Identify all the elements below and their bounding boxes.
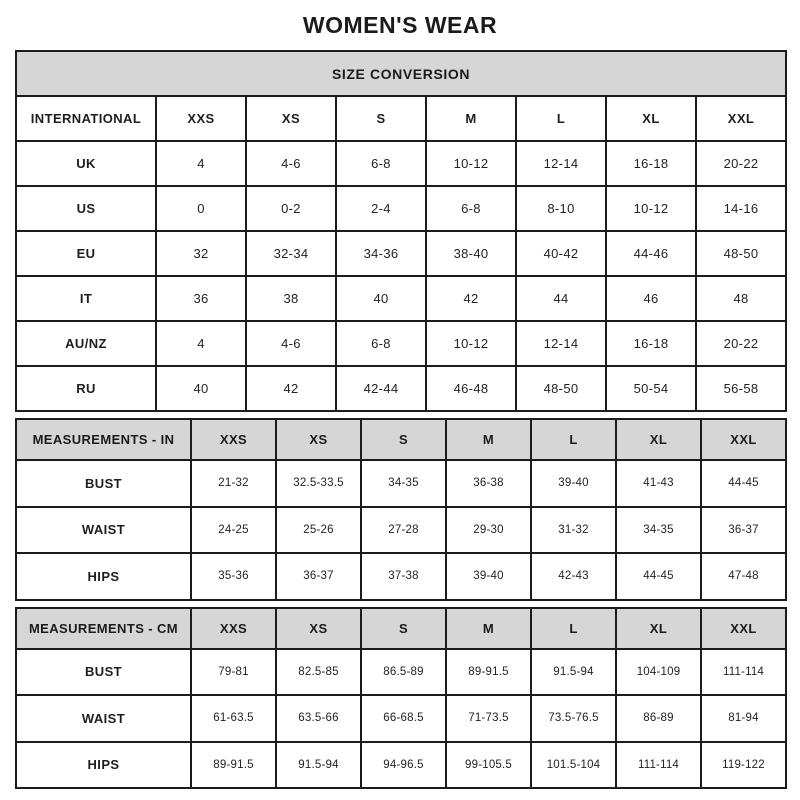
table-cell: 86-89 bbox=[616, 695, 701, 742]
col-header-xl: XL bbox=[606, 96, 696, 141]
table-cell: 48 bbox=[696, 276, 786, 321]
table-cell: 73.5-76.5 bbox=[531, 695, 616, 742]
table-cell: 36-38 bbox=[446, 460, 531, 507]
row-label-aunz: AU/NZ bbox=[16, 321, 156, 366]
table-cell: 39-40 bbox=[531, 460, 616, 507]
col-header-xxs: XXS bbox=[156, 96, 246, 141]
row-label-bust: BUST bbox=[16, 460, 191, 507]
row-label-it: IT bbox=[16, 276, 156, 321]
row-label-bust: BUST bbox=[16, 649, 191, 696]
measurements-in-header-row bbox=[16, 419, 786, 460]
table-cell: 63.5-66 bbox=[276, 695, 361, 742]
table-row-waist-in bbox=[16, 507, 786, 554]
size-conversion-banner-row bbox=[16, 51, 786, 96]
table-cell: 16-18 bbox=[606, 141, 696, 186]
table-cell: 35-36 bbox=[191, 553, 276, 600]
table-cell: 47-48 bbox=[701, 553, 786, 600]
col-header-m: M bbox=[446, 419, 531, 460]
table-row-uk bbox=[16, 141, 786, 186]
table-row-hips-in bbox=[16, 553, 786, 600]
table-cell: 27-28 bbox=[361, 507, 446, 554]
table-cell: 41-43 bbox=[616, 460, 701, 507]
col-header-m: M bbox=[426, 96, 516, 141]
table-cell: 20-22 bbox=[696, 141, 786, 186]
measurements-cm-header-row bbox=[16, 608, 786, 649]
table-cell: 4 bbox=[156, 321, 246, 366]
table-cell: 42-44 bbox=[336, 366, 426, 411]
table-cell: 36-37 bbox=[276, 553, 361, 600]
table-cell: 2-4 bbox=[336, 186, 426, 231]
table-row-hips-cm bbox=[16, 742, 786, 789]
table-cell: 79-81 bbox=[191, 649, 276, 696]
table-cell: 4 bbox=[156, 141, 246, 186]
table-cell: 32.5-33.5 bbox=[276, 460, 361, 507]
table-cell: 61-63.5 bbox=[191, 695, 276, 742]
table-cell: 71-73.5 bbox=[446, 695, 531, 742]
table-cell: 32 bbox=[156, 231, 246, 276]
row-label-ru: RU bbox=[16, 366, 156, 411]
table-cell: 44-45 bbox=[701, 460, 786, 507]
table-cell: 0-2 bbox=[246, 186, 336, 231]
table-cell: 40-42 bbox=[516, 231, 606, 276]
table-cell: 34-36 bbox=[336, 231, 426, 276]
col-header-m: M bbox=[446, 608, 531, 649]
table-cell: 34-35 bbox=[361, 460, 446, 507]
size-conversion-header: SIZE CONVERSION bbox=[16, 51, 786, 96]
table-cell: 8-10 bbox=[516, 186, 606, 231]
row-label-uk: UK bbox=[16, 141, 156, 186]
table-cell: 4-6 bbox=[246, 321, 336, 366]
col-header-l: L bbox=[531, 608, 616, 649]
table-cell: 111-114 bbox=[616, 742, 701, 789]
table-cell: 10-12 bbox=[426, 321, 516, 366]
measurements-in-table bbox=[15, 418, 787, 601]
table-cell: 81-94 bbox=[701, 695, 786, 742]
measurements-cm-table bbox=[15, 607, 787, 790]
table-cell: 101.5-104 bbox=[531, 742, 616, 789]
table-cell: 37-38 bbox=[361, 553, 446, 600]
table-cell: 12-14 bbox=[516, 321, 606, 366]
col-header-xl: XL bbox=[616, 608, 701, 649]
row-label-waist: WAIST bbox=[16, 695, 191, 742]
table-cell: 10-12 bbox=[606, 186, 696, 231]
table-cell: 44-45 bbox=[616, 553, 701, 600]
table-cell: 6-8 bbox=[336, 321, 426, 366]
col-header-xs: XS bbox=[276, 608, 361, 649]
table-cell: 0 bbox=[156, 186, 246, 231]
row-label-hips: HIPS bbox=[16, 553, 191, 600]
table-cell: 56-58 bbox=[696, 366, 786, 411]
row-label-waist: WAIST bbox=[16, 507, 191, 554]
table-cell: 38-40 bbox=[426, 231, 516, 276]
table-cell: 44-46 bbox=[606, 231, 696, 276]
measurements-cm-header: MEASUREMENTS - CM bbox=[16, 608, 191, 649]
table-cell: 12-14 bbox=[516, 141, 606, 186]
table-cell: 16-18 bbox=[606, 321, 696, 366]
col-header-l: L bbox=[516, 96, 606, 141]
table-cell: 42 bbox=[426, 276, 516, 321]
col-header-xxl: XXL bbox=[701, 608, 786, 649]
table-row-waist-cm bbox=[16, 695, 786, 742]
table-row-aunz bbox=[16, 321, 786, 366]
table-cell: 6-8 bbox=[426, 186, 516, 231]
table-row-eu bbox=[16, 231, 786, 276]
table-row-it bbox=[16, 276, 786, 321]
table-cell: 99-105.5 bbox=[446, 742, 531, 789]
col-header-xxl: XXL bbox=[701, 419, 786, 460]
table-cell: 10-12 bbox=[426, 141, 516, 186]
table-cell: 42-43 bbox=[531, 553, 616, 600]
table-cell: 46-48 bbox=[426, 366, 516, 411]
col-header-xxs: XXS bbox=[191, 608, 276, 649]
table-cell: 24-25 bbox=[191, 507, 276, 554]
table-cell: 94-96.5 bbox=[361, 742, 446, 789]
table-cell: 82.5-85 bbox=[276, 649, 361, 696]
col-header-xl: XL bbox=[616, 419, 701, 460]
table-cell: 14-16 bbox=[696, 186, 786, 231]
table-cell: 31-32 bbox=[531, 507, 616, 554]
table-cell: 111-114 bbox=[701, 649, 786, 696]
table-row-ru bbox=[16, 366, 786, 411]
col-header-xs: XS bbox=[276, 419, 361, 460]
col-header-xs: XS bbox=[246, 96, 336, 141]
table-row-us bbox=[16, 186, 786, 231]
col-header-xxs: XXS bbox=[191, 419, 276, 460]
table-cell: 46 bbox=[606, 276, 696, 321]
table-cell: 29-30 bbox=[446, 507, 531, 554]
table-cell: 34-35 bbox=[616, 507, 701, 554]
col-header-s: S bbox=[336, 96, 426, 141]
col-header-xxl: XXL bbox=[696, 96, 786, 141]
table-cell: 86.5-89 bbox=[361, 649, 446, 696]
table-cell: 48-50 bbox=[696, 231, 786, 276]
table-cell: 32-34 bbox=[246, 231, 336, 276]
table-cell: 36-37 bbox=[701, 507, 786, 554]
table-row-bust-in bbox=[16, 460, 786, 507]
table-cell: 6-8 bbox=[336, 141, 426, 186]
row-label-eu: EU bbox=[16, 231, 156, 276]
col-header-international: INTERNATIONAL bbox=[16, 96, 156, 141]
table-cell: 25-26 bbox=[276, 507, 361, 554]
table-cell: 89-91.5 bbox=[191, 742, 276, 789]
table-cell: 40 bbox=[336, 276, 426, 321]
size-conversion-table bbox=[15, 50, 787, 412]
table-cell: 50-54 bbox=[606, 366, 696, 411]
table-cell: 48-50 bbox=[516, 366, 606, 411]
table-cell: 20-22 bbox=[696, 321, 786, 366]
size-conversion-column-header-row bbox=[16, 96, 786, 141]
col-header-s: S bbox=[361, 608, 446, 649]
table-cell: 36 bbox=[156, 276, 246, 321]
col-header-s: S bbox=[361, 419, 446, 460]
table-cell: 38 bbox=[246, 276, 336, 321]
col-header-l: L bbox=[531, 419, 616, 460]
table-cell: 91.5-94 bbox=[276, 742, 361, 789]
measurements-in-header: MEASUREMENTS - IN bbox=[16, 419, 191, 460]
row-label-hips: HIPS bbox=[16, 742, 191, 789]
table-cell: 119-122 bbox=[701, 742, 786, 789]
row-label-us: US bbox=[16, 186, 156, 231]
table-cell: 44 bbox=[516, 276, 606, 321]
table-cell: 42 bbox=[246, 366, 336, 411]
table-cell: 89-91.5 bbox=[446, 649, 531, 696]
page-title: WOMEN'S WEAR bbox=[302, 12, 498, 38]
table-row-bust-cm bbox=[16, 649, 786, 696]
table-cell: 66-68.5 bbox=[361, 695, 446, 742]
table-cell: 21-32 bbox=[191, 460, 276, 507]
table-cell: 4-6 bbox=[246, 141, 336, 186]
table-cell: 40 bbox=[156, 366, 246, 411]
table-cell: 91.5-94 bbox=[531, 649, 616, 696]
table-cell: 39-40 bbox=[446, 553, 531, 600]
table-cell: 104-109 bbox=[616, 649, 701, 696]
